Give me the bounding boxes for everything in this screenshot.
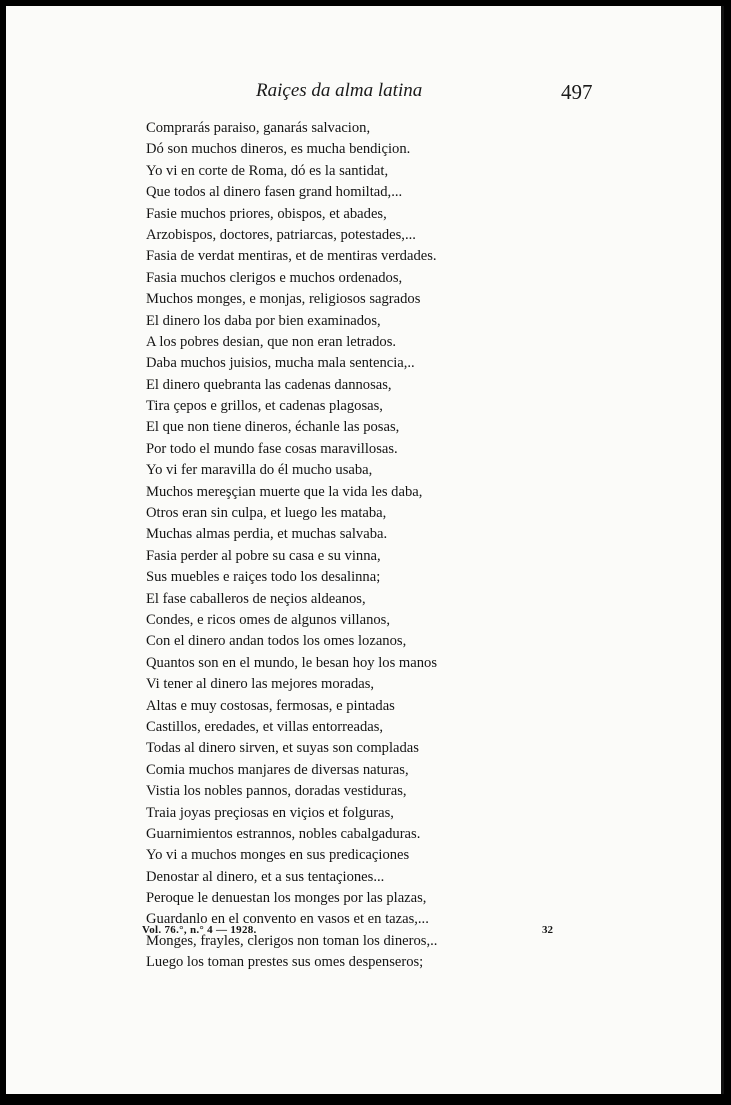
- verse-line: Monges, frayles, clerigos non toman los dineros,..: [146, 932, 438, 949]
- verse-line: Luego los toman prestes sus omes despenseros;: [146, 954, 424, 971]
- verse-line: Que todos al dinero fasen grand homiltad,...: [146, 184, 403, 201]
- verse-line: Denostar al dinero, et a sus tentaçiones...: [146, 868, 385, 885]
- verse-line: A los pobres desian, que non eran letrados.: [146, 333, 397, 350]
- verse-line: El fase caballeros de neçios aldeanos,: [146, 590, 366, 607]
- verse-line: Traia joyas preçiosas en viçios et folguras,: [146, 804, 394, 821]
- verse-line: Peroque le denuestan los monges por las plazas,: [146, 890, 427, 907]
- verse-line: Fasia perder al pobre su casa e su vinna,: [146, 547, 381, 564]
- verse-line: Vistia los nobles pannos, doradas vestiduras,: [146, 783, 407, 800]
- verse-line: Con el dinero andan todos los omes lozanos,: [146, 633, 407, 650]
- verse-line: Arzobispos, doctores, patriarcas, potestades,...: [146, 226, 416, 243]
- verse-line: Muchos monges, e monjas, religiosos sagrados: [146, 291, 421, 308]
- verse-line: Yo vi a muchos monges en sus predicaçiones: [146, 847, 410, 864]
- verse-line: Muchos mereşçian muerte que la vida les daba,: [146, 483, 423, 500]
- verse-line: Todas al dinero sirven, et suyas son compladas: [146, 740, 419, 757]
- volume-info: Vol. 76.°, n.° 4 — 1928.: [142, 924, 257, 936]
- verse-line: Por todo el mundo fase cosas maravillosas.: [146, 440, 398, 457]
- verse-line: Fasia muchos clerigos e muchos ordenados,: [146, 269, 403, 286]
- verse-line: Quantos son en el mundo, le besan hoy los manos: [146, 654, 438, 671]
- verse-line: El que non tiene dineros, échanle las posas,: [146, 419, 400, 436]
- running-title: Raiçes da alma latina: [256, 80, 423, 101]
- verse-line: Castillos, eredades, et villas entorreadas,: [146, 718, 384, 735]
- verse-line: Altas e muy costosas, fermosas, e pintadas: [146, 697, 395, 714]
- verse-line: Comprarás paraiso, ganarás salvacion,: [146, 120, 371, 136]
- poem-verses: [146, 118, 526, 974]
- verse-line: Daba muchos juisios, mucha mala sentencia,..: [146, 355, 415, 372]
- verse-line: Muchas almas perdia, et muchas salvaba.: [146, 526, 388, 543]
- verse-line: Vi tener al dinero las mejores moradas,: [146, 676, 375, 693]
- verse-line: Tira çepos e grillos, et cadenas plagosas,: [146, 398, 383, 415]
- verse-line: Otros eran sin culpa, et luego les mataba,: [146, 505, 387, 522]
- verse-line: Guarnimientos estrannos, nobles cabalgaduras.: [146, 825, 421, 842]
- book-page: [6, 6, 724, 1094]
- verse-line: El dinero quebranta las cadenas dannosas,: [146, 376, 392, 393]
- page-number: 497: [561, 80, 593, 104]
- page-header: [6, 76, 721, 110]
- verse-line: Comia muchos manjares de diversas naturas,: [146, 761, 409, 778]
- verse-line: Fasie muchos priores, obispos, et abades,: [146, 205, 387, 222]
- signature-mark: 32: [542, 924, 553, 936]
- verse-line: Condes, e ricos omes de algunos villanos,: [146, 611, 391, 628]
- verse-line: Yo vi fer maravilla do él mucho usaba,: [146, 462, 373, 479]
- page-footer: [142, 924, 562, 944]
- verse-line: Fasia de verdat mentiras, et de mentiras verdades.: [146, 248, 437, 265]
- verse-line: Sus muebles e raiçes todo los desalinna;: [146, 569, 381, 586]
- verse-line: Yo vi en corte de Roma, dó es la santidat,: [146, 162, 389, 179]
- verse-line: El dinero los daba por bien examinados,: [146, 312, 381, 329]
- verse-line: Guardanlo en el convento en vasos et en tazas,...: [146, 911, 429, 928]
- verse-line: Dó son muchos dineros, es mucha bendiçion.: [146, 141, 411, 158]
